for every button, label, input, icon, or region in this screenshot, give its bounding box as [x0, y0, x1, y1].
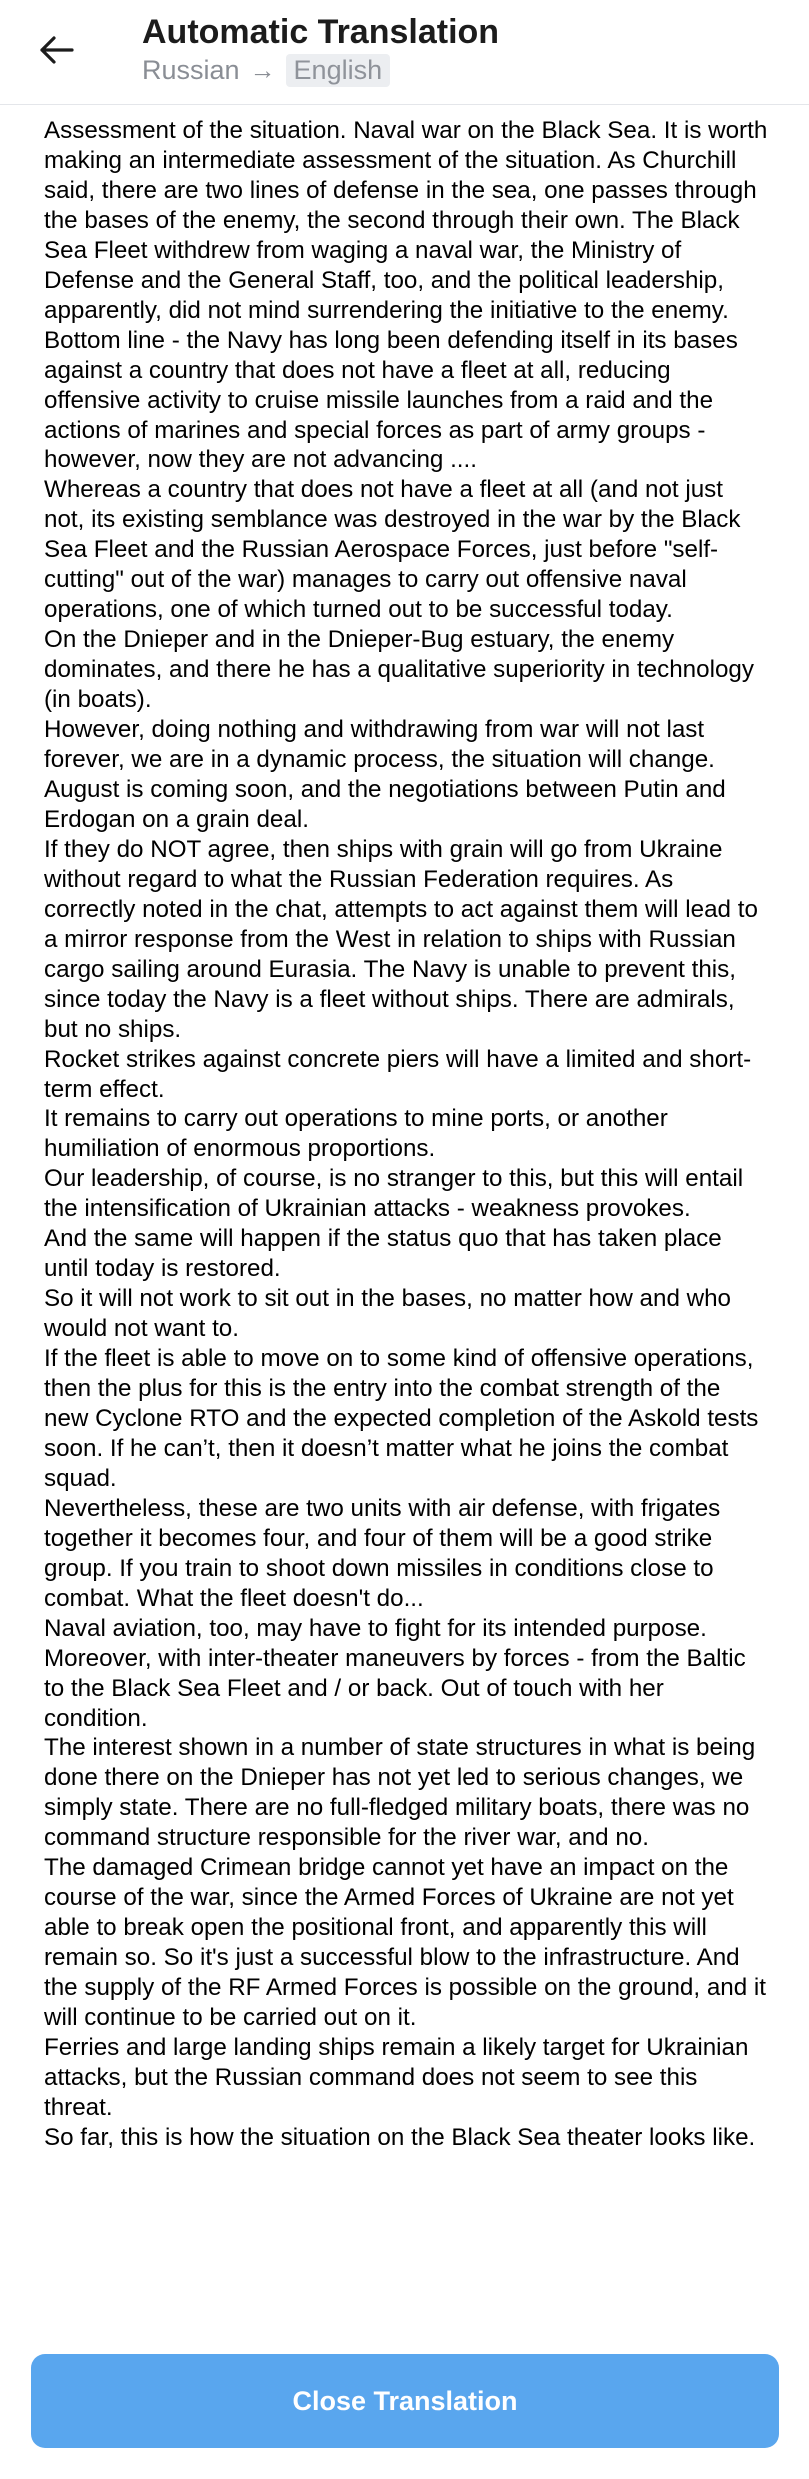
paragraph: If they do NOT agree, then ships with grain will go from Ukraine without regard to what the Russian Federation requires. As correctly noted in the chat, attempts to act against them will lead to a mirror response from the West in relation to ships with Russian cargo sailing around Eurasia. The Navy is unable to prevent this, since today the Navy is a fleet without ships. There are admirals, but no ships. [44, 835, 758, 1043]
arrow-right-icon: → [249, 54, 276, 85]
paragraph: Ferries and large landing ships remain a likely target for Ukrainian attacks, but the Russian command does not seem to see this threat. [44, 2034, 749, 2121]
paragraph: Assessment of the situation. Naval war on the Black Sea. It is worth making an intermediate assessment of the situation. As Churchill said, there are two lines of defense in the sea, one passes through the bases of the enemy, the second through their own. The Black Sea Fleet withdrew from waging a naval war, the Ministry of Defense and the General Staff, too, and the political leadership, apparently, did not mind surrendering the initiative to the enemy. Bottom line - the Navy has long been defending itself in its bases against a country that does not have a fleet at all, reducing offensive activity to cruise missile launches from a raid and the actions of marines and special forces as part of army groups - however, now they are not advancing .... [44, 117, 768, 474]
paragraph: Rocket strikes against concrete piers will have a limited and short-term effect. [44, 1045, 752, 1103]
paragraph: It remains to carry out operations to mine ports, or another humiliation of enormous proportions. [44, 1105, 668, 1163]
close-translation-button[interactable]: Close Translation [31, 2354, 779, 2448]
target-language[interactable]: English [286, 54, 391, 87]
paragraph: And the same will happen if the status quo that has taken place until today is restored. [44, 1225, 722, 1283]
arrow-left-icon [38, 34, 74, 66]
paragraph: The interest shown in a number of state structures in what is being done there on the Dnieper has not yet led to serious changes, we simply state. There are no full-fledged military boats, there was no command structure responsible for the river war, and no. [44, 1734, 756, 1852]
back-button[interactable] [22, 22, 90, 78]
source-language: Russian [142, 54, 240, 85]
paragraph: Naval aviation, too, may have to fight for its intended purpose. Moreover, with inter-theater maneuvers by forces - from the Baltic to the Black Sea Fleet and / or back. Out of touch with her condition. [44, 1614, 746, 1732]
paragraph: Whereas a country that does not have a fleet at all (and not just not, its existing semblance was destroyed in the war by the Black Sea Fleet and the Russian Aerospace Forces, just before "self-cutting" out of the war) manages to carry out offensive naval operations, one of which turned out to be successful today. [44, 476, 741, 624]
paragraph: On the Dnieper and in the Dnieper-Bug estuary, the enemy dominates, and there he has a qualitative superiority in technology (in boats). [44, 626, 754, 714]
language-pair [142, 52, 390, 88]
paragraph: Nevertheless, these are two units with air defense, with frigates together it becomes four, and four of them will be a good strike group. If you train to shoot down missiles in conditions close to combat. What the fleet doesn't do... [44, 1494, 721, 1612]
paragraph: However, doing nothing and withdrawing from war will not last forever, we are in a dynamic process, the situation will change. August is coming soon, and the negotiations between Putin and Erdogan on a grain deal. [44, 716, 726, 833]
translated-text [44, 116, 770, 2153]
paragraph: So far, this is how the situation on the Black Sea theater looks like. [44, 2123, 756, 2151]
header-bar [0, 0, 809, 105]
paragraph: If the fleet is able to move on to some kind of offensive operations, then the plus for this is the entry into the combat strength of the new Cyclone RTO and the expected completion of the Askold tests soon. If he can’t, then it doesn’t matter what he joins the combat squad. [44, 1345, 759, 1492]
paragraph: Our leadership, of course, is no stranger to this, but this will entail the intensification of Ukrainian attacks - weakness provokes. [44, 1165, 744, 1223]
paragraph: So it will not work to sit out in the bases, no matter how and who would not want to. [44, 1285, 732, 1343]
paragraph: The damaged Crimean bridge cannot yet have an impact on the course of the war, since the Armed Forces of Ukraine are not yet able to break open the positional front, and apparently this will remain so. So it's just a successful blow to the infrastructure. And the supply of the RF Armed Forces is possible on the ground, and it will continue to be carried out on it. [44, 1854, 766, 2032]
page-title: Automatic Translation [142, 13, 500, 51]
